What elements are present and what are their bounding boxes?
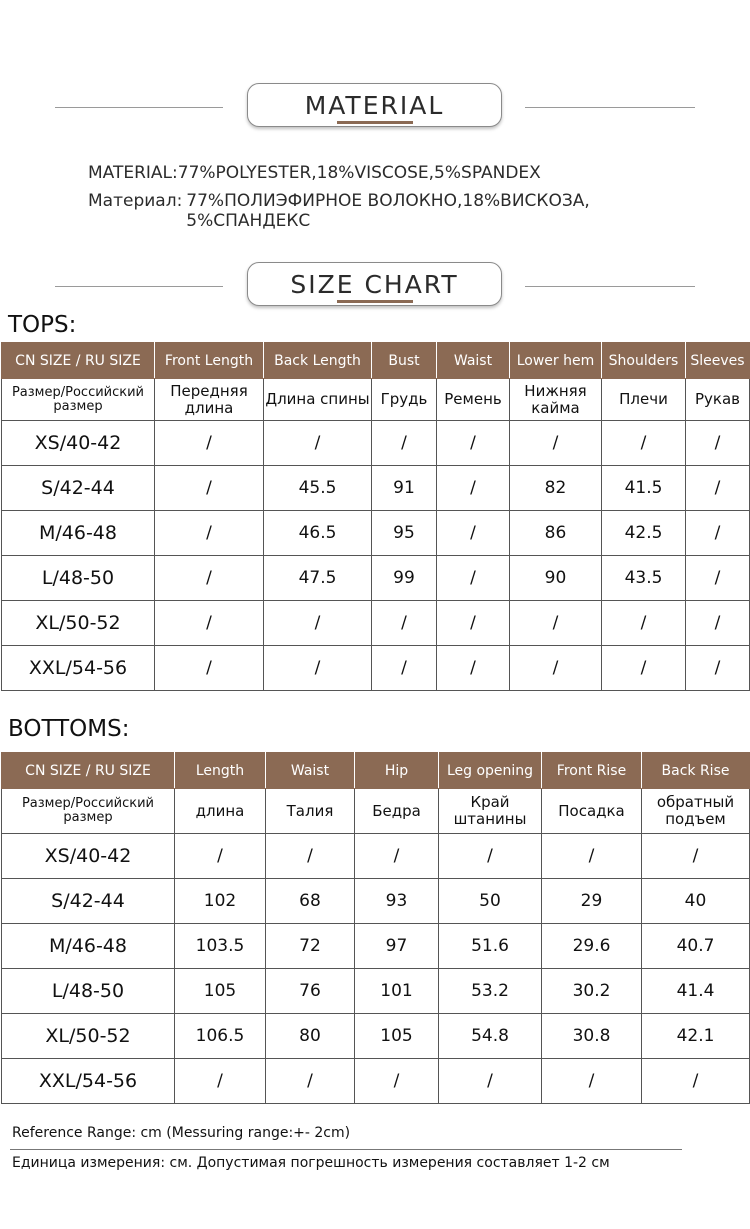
column-header: Hip xyxy=(355,753,439,789)
table-cell: 99 xyxy=(372,556,437,601)
table-row xyxy=(2,646,750,691)
table-cell: 45.5 xyxy=(264,466,372,511)
table-row xyxy=(2,879,750,924)
table-cell: XL/50-52 xyxy=(2,601,155,646)
table-cell: / xyxy=(686,556,750,601)
header-row xyxy=(2,343,750,379)
material-composition xyxy=(88,163,728,239)
table-cell: 93 xyxy=(355,879,439,924)
table-cell: 76 xyxy=(266,969,355,1014)
table-row xyxy=(2,1014,750,1059)
table-cell: 95 xyxy=(372,511,437,556)
table-cell: / xyxy=(602,646,686,691)
column-header: Lower hem xyxy=(510,343,602,379)
column-header: обратный подъем xyxy=(642,789,750,834)
material-heading: MATERIAL xyxy=(247,83,502,127)
material-ru-value: 77%ПОЛИЭФИРНОЕ ВОЛОКНО,18%ВИСКОЗА, 5%СПАНДЕКС xyxy=(186,191,590,231)
column-header: Front Rise xyxy=(542,753,642,789)
table-cell: 42.5 xyxy=(602,511,686,556)
table-cell: / xyxy=(155,511,264,556)
table-cell: 40.7 xyxy=(642,924,750,969)
table-cell: 91 xyxy=(372,466,437,511)
table-cell: 29 xyxy=(542,879,642,924)
table-cell: / xyxy=(510,421,602,466)
divider-right xyxy=(525,286,695,287)
table-cell: L/48-50 xyxy=(2,969,175,1014)
column-header: Waist xyxy=(437,343,510,379)
table-row xyxy=(2,466,750,511)
column-header: Талия xyxy=(266,789,355,834)
column-header: Back Length xyxy=(264,343,372,379)
column-header: Размер/Российский размер xyxy=(2,789,175,834)
table-row xyxy=(2,601,750,646)
table-cell: / xyxy=(439,834,542,879)
table-cell: 41.5 xyxy=(602,466,686,511)
table-cell: / xyxy=(686,421,750,466)
table-cell: 82 xyxy=(510,466,602,511)
material-section-header xyxy=(0,83,750,133)
table-cell: / xyxy=(266,1059,355,1104)
table-cell: 80 xyxy=(266,1014,355,1059)
column-header: Длина спины xyxy=(264,379,372,421)
column-header: Bust xyxy=(372,343,437,379)
table-cell: / xyxy=(155,556,264,601)
table-cell: / xyxy=(355,834,439,879)
table-row xyxy=(2,834,750,879)
table-cell: / xyxy=(437,511,510,556)
table-cell: / xyxy=(437,646,510,691)
column-header: Грудь xyxy=(372,379,437,421)
table-cell: / xyxy=(355,1059,439,1104)
ru-header-row xyxy=(2,379,750,421)
table-cell: XL/50-52 xyxy=(2,1014,175,1059)
reference-range-note: Reference Range: cm (Messuring range:+- 2cm) xyxy=(12,1125,351,1141)
table-cell: / xyxy=(264,421,372,466)
table-cell: / xyxy=(155,646,264,691)
table-cell: S/42-44 xyxy=(2,879,175,924)
tops-size-table xyxy=(1,342,750,691)
column-header: Ремень xyxy=(437,379,510,421)
footer-divider xyxy=(10,1149,682,1150)
table-cell: 101 xyxy=(355,969,439,1014)
column-header: длина xyxy=(175,789,266,834)
column-header: Length xyxy=(175,753,266,789)
column-header: Плечи xyxy=(602,379,686,421)
table-cell: XS/40-42 xyxy=(2,834,175,879)
table-cell: / xyxy=(642,834,750,879)
column-header: Передняя длина xyxy=(155,379,264,421)
column-header: CN SIZE / RU SIZE xyxy=(2,753,175,789)
table-cell: 41.4 xyxy=(642,969,750,1014)
material-en-row xyxy=(88,163,728,183)
table-cell: / xyxy=(175,834,266,879)
table-cell: M/46-48 xyxy=(2,511,155,556)
table-cell: / xyxy=(155,421,264,466)
table-cell: 103.5 xyxy=(175,924,266,969)
table-cell: 30.8 xyxy=(542,1014,642,1059)
column-header: Back Rise xyxy=(642,753,750,789)
table-cell: 105 xyxy=(175,969,266,1014)
table-cell: 40 xyxy=(642,879,750,924)
heading-underline xyxy=(337,121,413,124)
table-cell: 51.6 xyxy=(439,924,542,969)
column-header: Waist xyxy=(266,753,355,789)
tops-title: TOPS: xyxy=(8,312,77,338)
column-header: Край штанины xyxy=(439,789,542,834)
column-header: Нижняя кайма xyxy=(510,379,602,421)
bottoms-title: BOTTOMS: xyxy=(8,716,130,742)
size-chart-section-header xyxy=(0,262,750,312)
table-cell: / xyxy=(155,466,264,511)
table-cell: 106.5 xyxy=(175,1014,266,1059)
table-cell: 47.5 xyxy=(264,556,372,601)
size-chart-heading: SIZE CHART xyxy=(247,262,502,306)
table-cell: / xyxy=(542,834,642,879)
table-cell: / xyxy=(542,1059,642,1104)
table-cell: 54.8 xyxy=(439,1014,542,1059)
table-cell: / xyxy=(439,1059,542,1104)
table-cell: / xyxy=(686,601,750,646)
table-cell: S/42-44 xyxy=(2,466,155,511)
table-cell: M/46-48 xyxy=(2,924,175,969)
table-row xyxy=(2,924,750,969)
column-header: Размер/Российский размер xyxy=(2,379,155,421)
table-cell: / xyxy=(510,646,602,691)
table-cell: / xyxy=(437,466,510,511)
table-row xyxy=(2,969,750,1014)
table-cell: XS/40-42 xyxy=(2,421,155,466)
table-cell: / xyxy=(602,601,686,646)
table-cell: / xyxy=(175,1059,266,1104)
table-cell: 90 xyxy=(510,556,602,601)
table-cell: / xyxy=(372,421,437,466)
table-cell: / xyxy=(642,1059,750,1104)
table-cell: 29.6 xyxy=(542,924,642,969)
header-row xyxy=(2,753,750,789)
material-ru-label: Материал: xyxy=(88,191,183,211)
material-ru-row xyxy=(88,191,728,231)
table-cell: / xyxy=(602,421,686,466)
column-header: Посадка xyxy=(542,789,642,834)
column-header: Shoulders xyxy=(602,343,686,379)
divider-left xyxy=(55,286,223,287)
table-cell: 68 xyxy=(266,879,355,924)
table-cell: L/48-50 xyxy=(2,556,155,601)
measurement-tolerance-note: Единица измерения: см. Допустимая погрешность измерения составляет 1-2 см xyxy=(12,1155,610,1171)
table-cell: / xyxy=(155,601,264,646)
column-header: Рукав xyxy=(686,379,750,421)
table-cell: / xyxy=(437,421,510,466)
table-cell: 102 xyxy=(175,879,266,924)
table-cell: / xyxy=(266,834,355,879)
table-cell: 30.2 xyxy=(542,969,642,1014)
table-cell: XXL/54-56 xyxy=(2,1059,175,1104)
table-cell: 42.1 xyxy=(642,1014,750,1059)
table-cell: 46.5 xyxy=(264,511,372,556)
table-cell: / xyxy=(437,556,510,601)
table-cell: / xyxy=(372,646,437,691)
table-cell: / xyxy=(686,646,750,691)
table-cell: 53.2 xyxy=(439,969,542,1014)
table-row xyxy=(2,556,750,601)
table-cell: / xyxy=(372,601,437,646)
table-cell: XXL/54-56 xyxy=(2,646,155,691)
table-row xyxy=(2,421,750,466)
divider-right xyxy=(525,107,695,108)
table-cell: / xyxy=(686,511,750,556)
column-header: CN SIZE / RU SIZE xyxy=(2,343,155,379)
table-cell: 50 xyxy=(439,879,542,924)
ru-header-row xyxy=(2,789,750,834)
bottoms-size-table xyxy=(1,752,750,1104)
table-cell: 72 xyxy=(266,924,355,969)
material-en-value: 77%POLYESTER,18%VISCOSE,5%SPANDEX xyxy=(177,163,541,183)
column-header: Leg opening xyxy=(439,753,542,789)
table-cell: 105 xyxy=(355,1014,439,1059)
column-header: Front Length xyxy=(155,343,264,379)
table-cell: 86 xyxy=(510,511,602,556)
table-row xyxy=(2,511,750,556)
table-cell: 43.5 xyxy=(602,556,686,601)
divider-left xyxy=(55,107,223,108)
table-cell: / xyxy=(264,646,372,691)
table-cell: / xyxy=(686,466,750,511)
table-cell: / xyxy=(437,601,510,646)
table-cell: 97 xyxy=(355,924,439,969)
table-cell: / xyxy=(510,601,602,646)
material-en-label: MATERIAL: xyxy=(88,163,178,183)
table-row xyxy=(2,1059,750,1104)
heading-underline xyxy=(337,300,413,303)
table-cell: / xyxy=(264,601,372,646)
column-header: Sleeves xyxy=(686,343,750,379)
column-header: Бедра xyxy=(355,789,439,834)
